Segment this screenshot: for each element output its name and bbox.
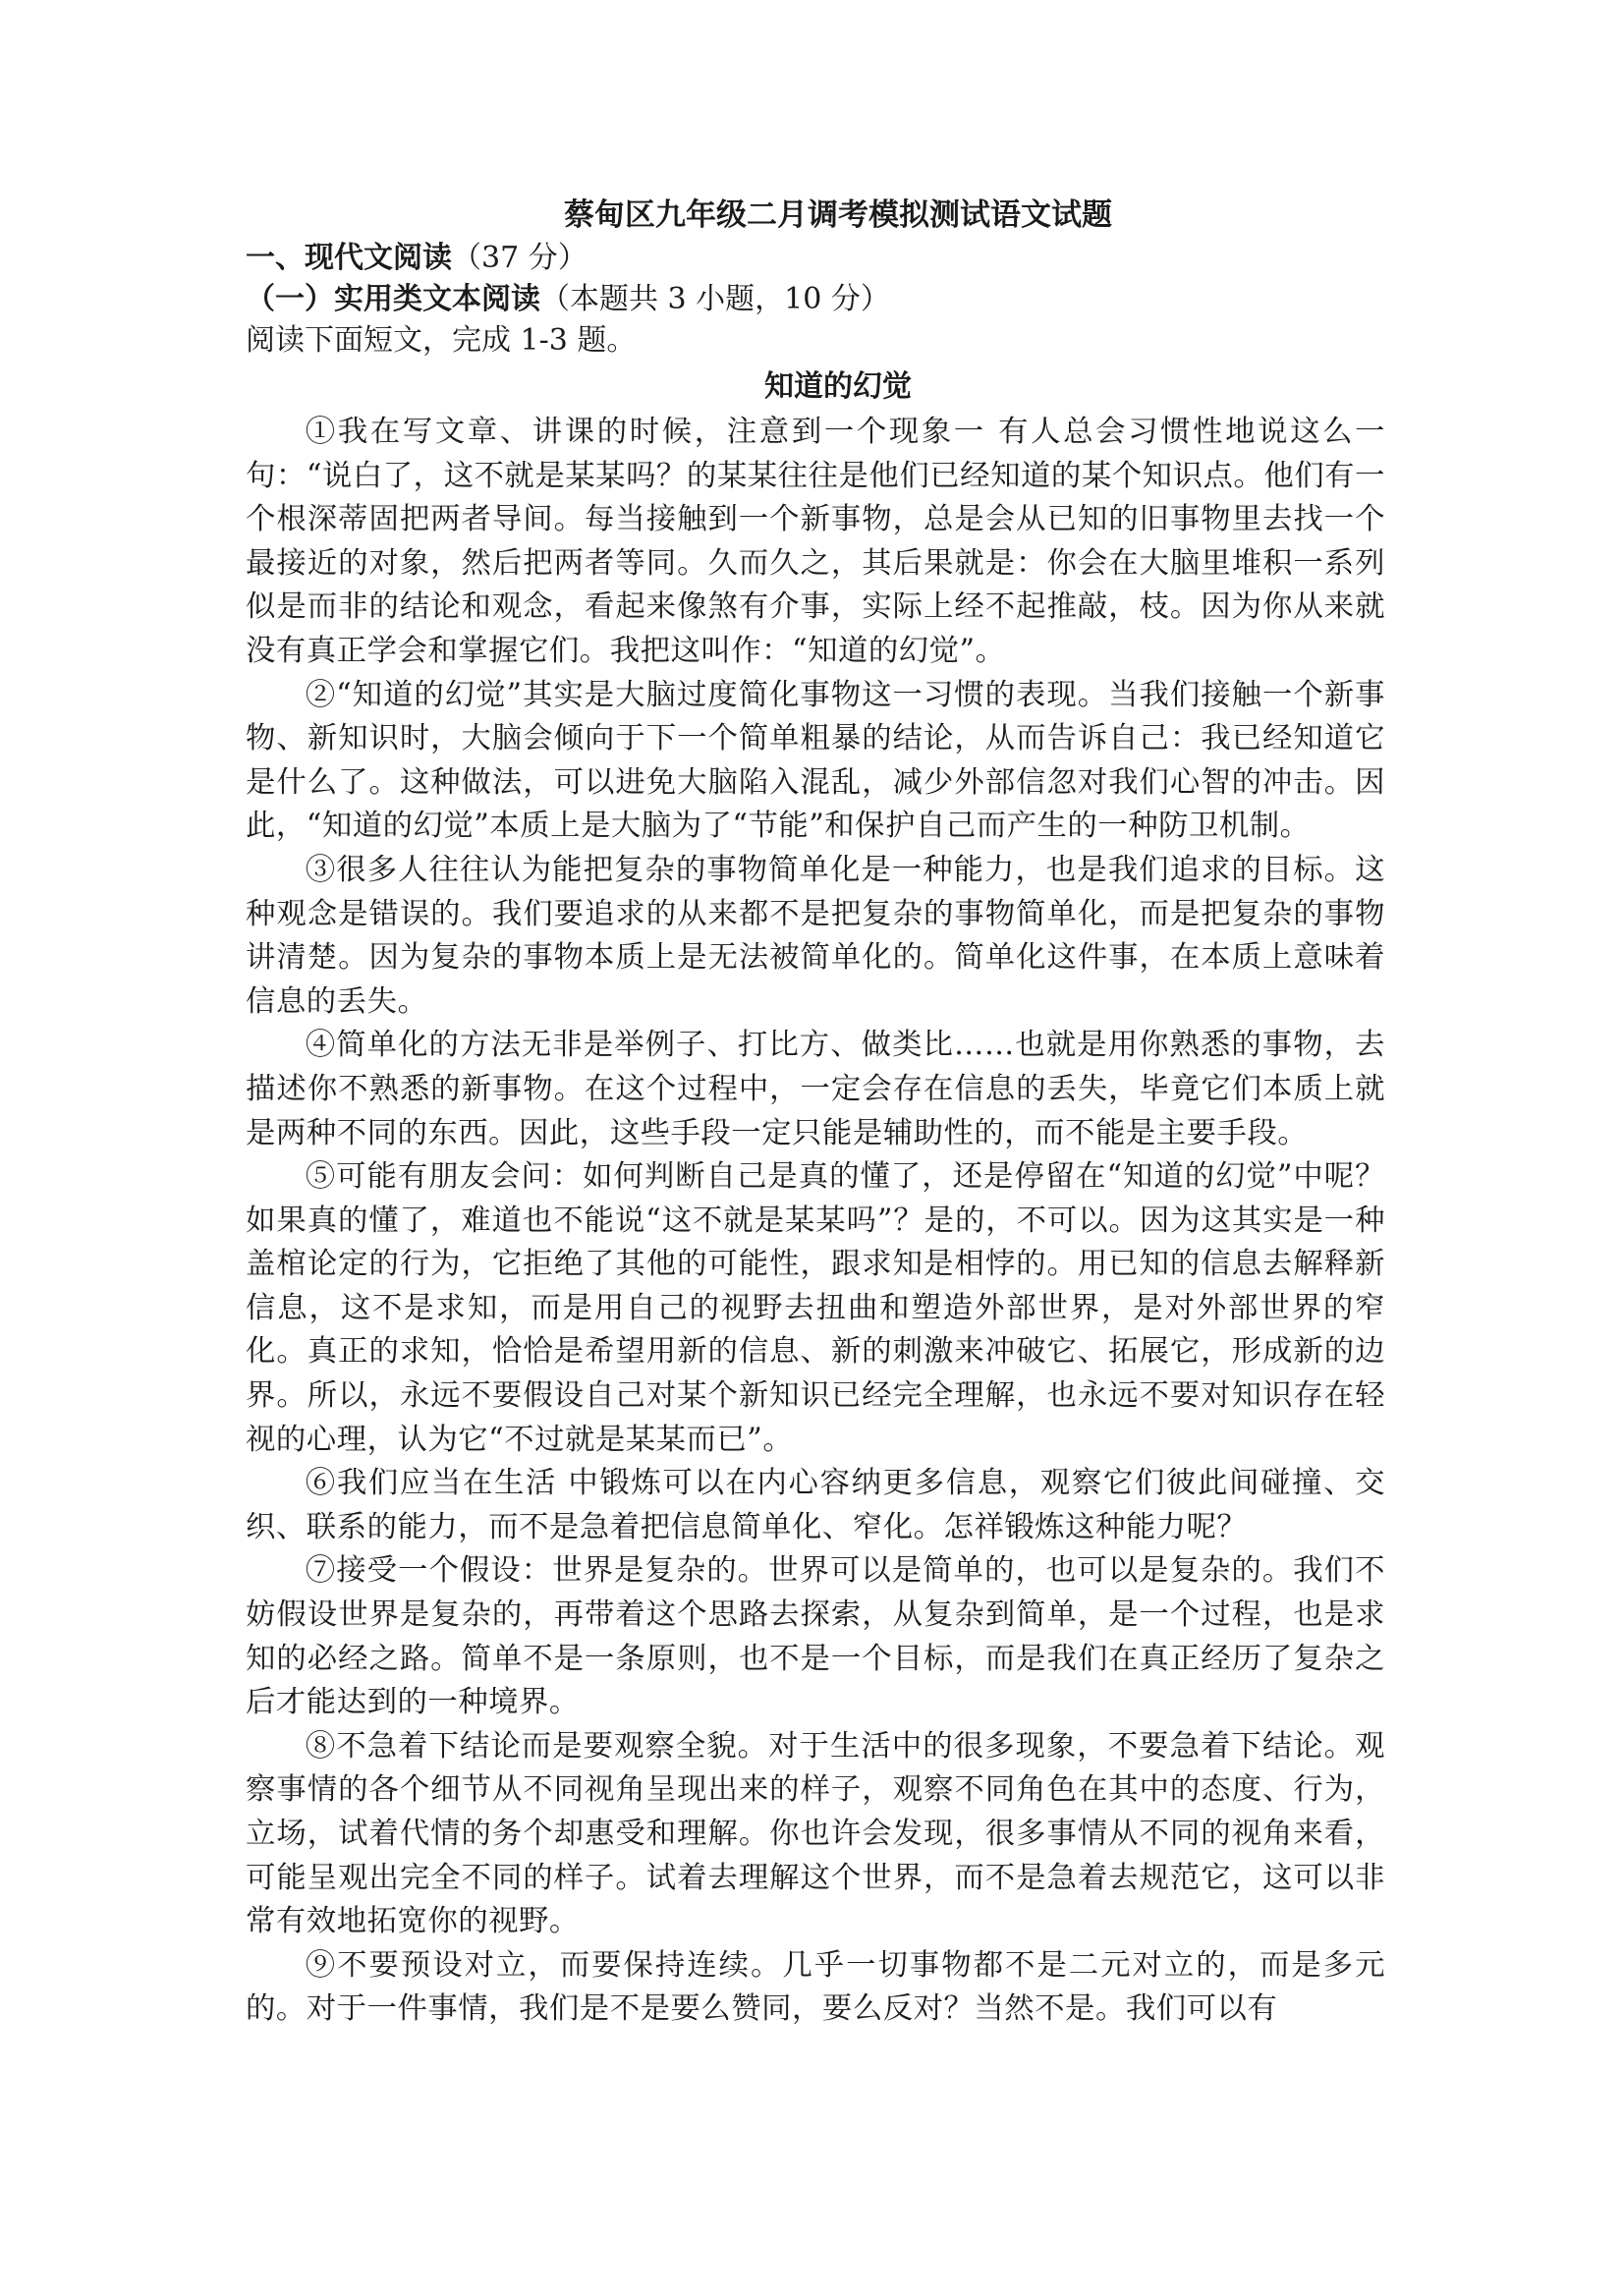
paragraph-5: ⑤可能有朋友会问：如何判断自己是真的懂了，还是停留在“知道的幻觉”中呢？如果真的懂了，难道也不能说“这不就是某某吗”？是的，不可以。因为这其实是一种盖棺论定的行为，它拒绝了其他的可能性，跟求知是相悖的。用已知的信息去解释新信息，这不是求知，而是用自己的视野去扭曲和塑造外部世界，是对外部世界的窄化。真正的求知，恰恰是希望用新的信息、新的刺激来冲破它、拓展它，形成新的边界。所以，永远不要假设自己对某个新知识已经完全理解，也永远不要对知识存在轻视的心理，认为它“不过就是某某而已”。 — [246, 1159, 1385, 1457]
paragraph-4: ④简单化的方法无非是举例子、打比方、做类比……也就是用你熟悉的事物，去描述你不熟悉的新事物。在这个过程中，一定会存在信息的丢失，毕竟它们本质上就是两种不同的东西。因此，这些手段一定只能是辅助性的，而不能是主要手段。 — [246, 1028, 1385, 1150]
paragraph-9: ⑨不要预设对立，而要保持连续。几乎一切事物都不是二元对立的，而是多元的。对于一件事情，我们是不是要么赞同，要么反对？当然不是。我们可以有 — [246, 1947, 1385, 2027]
paragraph-7: ⑦接受一个假设：世界是复杂的。世界可以是简单的，也可以是复杂的。我们不妨假设世界是复杂的，再带着这个思路去探索，从复杂到简单，是一个过程，也是求知的必经之路。简单不是一条原则，也不是一个目标，而是我们在真正经历了复杂之后才能达到的一种境界。 — [246, 1553, 1385, 1720]
section-1-score: （37 分） — [452, 241, 588, 275]
article-title: 知道的幻觉 — [764, 369, 912, 404]
paragraph-6: ⑥我们应当在生活 中锻炼可以在内心容纳更多信息，观察它们彼此间碰撞、交织、联系的能力，而不是急着把信息简单化、窄化。怎祥锻炼这种能力呢？ — [246, 1466, 1385, 1544]
reading-instruction: 阅读下面短文，完成 1-3 题。 — [246, 323, 637, 358]
section-1-1-detail: （本题共 3 小题，10 分） — [540, 282, 890, 316]
exam-title: 蔡甸区九年级二月调考模拟测试语文试题 — [564, 197, 1112, 233]
section-1-1-label: （一）实用类文本阅读 — [246, 282, 540, 316]
section-1-label: 一、现代文阅读 — [246, 241, 452, 275]
exam-page — [246, 195, 1385, 2032]
paragraph-8: ⑧不急着下结论而是要观察全貌。对于生活中的很多现象，不要急着下结论。观察事情的各个细节从不同视角呈现出来的样子，观察不同角色在其中的态度、行为，立场，试着代情的务个却惠受和理解。你也许会发现，很多事情从不同的视角来看，可能呈观出完全不同的样子。试着去理解这个世界，而不是急着去规范它，这可以非常有效地拓宽你的视野。 — [246, 1728, 1385, 1939]
paragraph-3: ③很多人往往认为能把复杂的事物简单化是一种能力，也是我们追求的目标。这种观念是错误的。我们要追求的从来都不是把复杂的事物简单化，而是把复杂的事物讲清楚。因为复杂的事物本质上是无法被简单化的。简单化这件事，在本质上意味着信息的丢失。 — [246, 852, 1385, 1019]
paragraph-2: ②“知道的幻觉”其实是大脑过度简化事物这一习惯的表现。当我们接触一个新事物、新知识时，大脑会倾向于下一个简单粗暴的结论，从而告诉自己：我已经知道它是什么了。这种做法，可以进免大脑陷入混乱，减少外部信忽对我们心智的冲击。因此，“知道的幻觉”本质上是大脑为了“节能”和保护自己而产生的一种防卫机制。 — [246, 677, 1385, 844]
paragraph-1: ①我在写文章、讲课的时候，注意到一个现象一 有人总会习惯性地说这么一句：“说白了，这不就是某某吗？的某某往往是他们已经知道的某个知识点。他们有一个根深蒂固把两者导间。每当接触到一个新事物，总是会从已知的旧事物里去找一个最接近的对象，然后把两者等同。久而久之，其后果就是：你会在大脑里堆积一系列似是而非的结论和观念，看起来像煞有介事，实际上经不起推敲，枝。因为你从来就没有真正学会和掌握它们。我把这叫作：“知道的幻觉”。 — [246, 415, 1385, 668]
section-heading-1 — [246, 238, 1385, 279]
section-heading-1-1 — [246, 279, 1385, 320]
